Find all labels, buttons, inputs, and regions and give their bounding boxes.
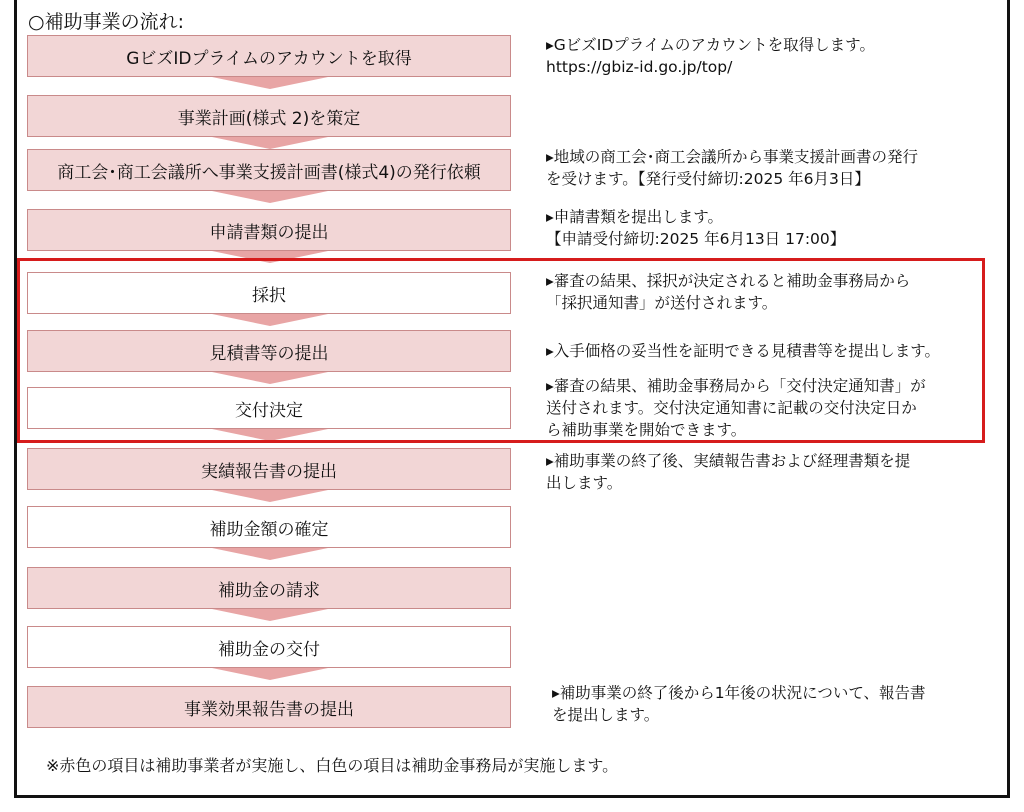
arrow-down-2 [212, 137, 328, 149]
desc-support-plan-request [546, 146, 918, 190]
step-support-plan-request: 商工会･商工会議所へ事業支援計画書(様式4)の発行依頼 [27, 149, 511, 191]
desc-line: ▸審査の結果、補助金事務局から「交付決定通知書」が [546, 377, 926, 395]
desc-line: ▸審査の結果、採択が決定されると補助金事務局から [546, 272, 911, 290]
step-application-submit: 申請書類の提出 [27, 209, 511, 251]
highlight-box [17, 258, 985, 443]
step-adoption: 採択 [27, 272, 511, 314]
step-effect-report: 事業効果報告書の提出 [27, 686, 511, 728]
arrow-down-9 [212, 548, 328, 560]
arrow-down-8 [212, 490, 328, 502]
step-amount-confirm: 補助金額の確定 [27, 506, 511, 548]
desc-line: ▸申請書類を提出します。 [546, 208, 724, 226]
desc-line: ▸入手価格の妥当性を証明できる見積書等を提出します。 [546, 342, 941, 360]
step-gbiz-account: GビズIDプライムのアカウントを取得 [27, 35, 511, 77]
arrow-down-10 [212, 609, 328, 621]
arrow-down-3 [212, 191, 328, 203]
desc-url: https://gbiz-id.go.jp/top/ [546, 58, 733, 76]
step-grant-claim: 補助金の請求 [27, 567, 511, 609]
arrow-down-11 [212, 668, 328, 680]
desc-gbiz-account [546, 34, 875, 78]
footnote: ※赤色の項目は補助事業者が実施し、白色の項目は補助金事務局が実施します。 [46, 756, 619, 775]
desc-effect-report [552, 682, 926, 726]
step-performance-report: 実績報告書の提出 [27, 448, 511, 490]
step-grant-payment: 補助金の交付 [27, 626, 511, 668]
desc-line: ら補助事業を開始できます。 [546, 421, 747, 437]
desc-line: ▸地域の商工会･商工会議所から事業支援計画書の発行 [546, 148, 919, 166]
desc-line: 「採択通知書」が送付されます。 [546, 294, 778, 312]
arrow-down-1 [212, 77, 328, 89]
step-grant-decision: 交付決定 [27, 387, 511, 429]
desc-application-submit [546, 206, 845, 250]
desc-line: を受けます。【発行受付締切:2025 年6月3日】 [546, 170, 870, 188]
desc-line: 出します。 [546, 474, 623, 492]
desc-line: ▸補助事業の終了後、実績報告書および経理書類を提 [546, 452, 911, 470]
desc-performance-report [546, 450, 910, 494]
desc-line: ▸GビズIDプライムのアカウントを取得します。 [546, 36, 875, 54]
desc-line: を提出します。 [552, 706, 660, 724]
step-estimate-submit: 見積書等の提出 [27, 330, 511, 372]
desc-line: 【申請受付締切:2025 年6月13日 17:00】 [546, 230, 846, 248]
desc-line: 送付されます。交付決定通知書に記載の交付決定日か [546, 399, 917, 417]
desc-line: ▸補助事業の終了後から1年後の状況について、報告書 [552, 684, 926, 702]
flow-heading: ○補助事業の流れ: [28, 11, 184, 33]
step-business-plan: 事業計画(様式 2)を策定 [27, 95, 511, 137]
